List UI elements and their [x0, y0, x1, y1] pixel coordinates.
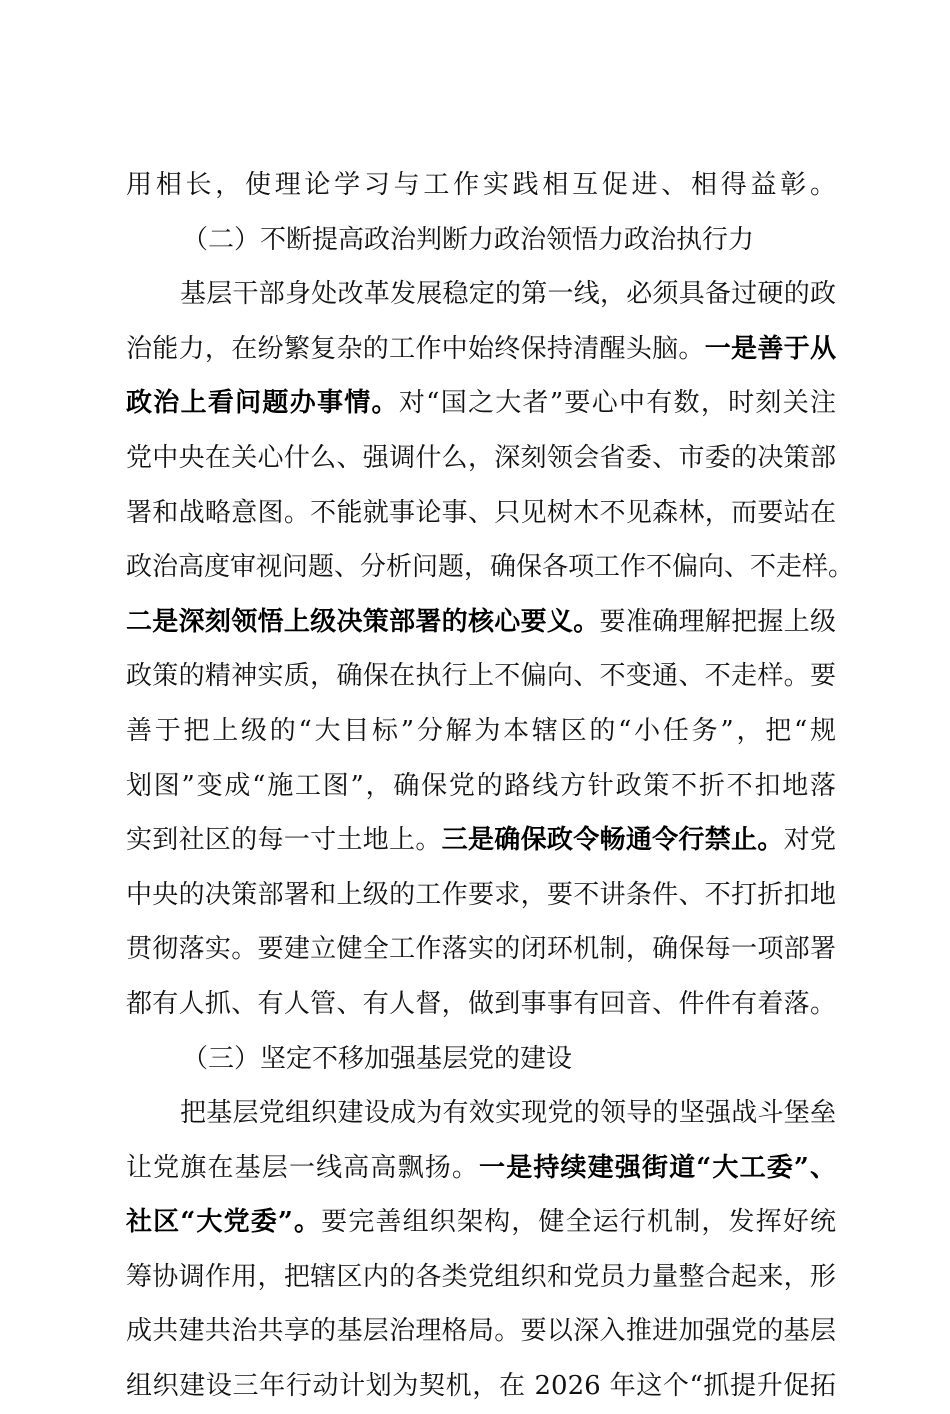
paragraph-line [126, 376, 836, 431]
paragraph-line: 政策的精神实质，确保在执行上不偏向、不变通、不走样。要 [126, 661, 836, 692]
paragraph-line: 用相长，使理论学习与工作实践相互促进、相得益彰。 [126, 170, 836, 200]
paragraph-line: 党中央在关心什么、强调什么，深刻领会省委、市委的决策部 [126, 442, 836, 473]
line-text: 实到社区的每一寸土地上。 [126, 825, 442, 856]
paragraph-line: 成共建共治共享的基层治理格局。要以深入推进加强党的基层 [126, 1316, 836, 1347]
paragraph-line [126, 1195, 836, 1250]
paragraph-line [126, 813, 836, 868]
document-body [126, 158, 855, 1414]
bold-point-1-cont: 政治上看问题办事情。 [126, 388, 399, 419]
section-heading-3: （三）坚定不移加强基层党的建设 [182, 1043, 573, 1074]
paragraph-line: 组织建设三年行动计划为契机，在 2026 年这个“抓提升促拓 [126, 1371, 836, 1402]
paragraph-line [126, 322, 836, 377]
paragraph-line [126, 595, 836, 650]
section-heading-2: （二）不断提高政治判断力政治领悟力政治执行力 [182, 224, 755, 255]
paragraph-line: 筹协调作用，把辖区内的各类党组织和党员力量整合起来，形 [126, 1261, 836, 1292]
line-text: 治能力，在纷繁复杂的工作中始终保持清醒头脑。 [126, 333, 705, 364]
paragraph-line: 把基层党组织建设成为有效实现党的领导的坚强战斗堡垒 [180, 1098, 836, 1129]
line-text: 对“国之大者”要心中有数，时刻关注 [398, 388, 836, 419]
paragraph-line: 贯彻落实。要建立健全工作落实的闭环机制，确保每一项部署 [126, 934, 836, 965]
bold-point-1: 一是善于从 [704, 333, 836, 364]
line-text: 要完善组织架构，健全运行机制，发挥好统 [321, 1207, 836, 1238]
line-text: 要准确理解把握上级 [599, 606, 836, 637]
paragraph-line: 都有人抓、有人管、有人督，做到事事有回音、件件有着落。 [126, 988, 836, 1019]
paragraph-line: 政治高度审视问题、分析问题，确保各项工作不偏向、不走样。 [126, 552, 855, 583]
line-text: 对党 [783, 825, 836, 856]
bold-point-1: 一是持续建强街道“大工委”、 [479, 1152, 836, 1183]
paragraph-line [126, 1141, 836, 1196]
bold-point-2: 二是深刻领悟上级决策部署的核心要义。 [126, 606, 600, 637]
paragraph-line: 署和战略意图。不能就事论事、只见树木不见森林，而要站在 [126, 497, 836, 528]
paragraph-line: 划图”变成“施工图”，确保党的路线方针政策不折不扣地落 [126, 770, 836, 801]
paragraph-line: 善于把上级的“大目标”分解为本辖区的“小任务”，把“规 [126, 715, 836, 746]
line-text: 让党旗在基层一线高高飘扬。 [126, 1152, 480, 1183]
paragraph-line: 中央的决策部署和上级的工作要求，要不讲条件、不打折扣地 [126, 879, 836, 910]
bold-point-1-cont: 社区“大党委”。 [126, 1207, 322, 1238]
bold-point-3: 三是确保政令畅通令行禁止。 [441, 825, 784, 856]
paragraph-line: 基层干部身处改革发展稳定的第一线，必须具备过硬的政 [180, 279, 836, 310]
